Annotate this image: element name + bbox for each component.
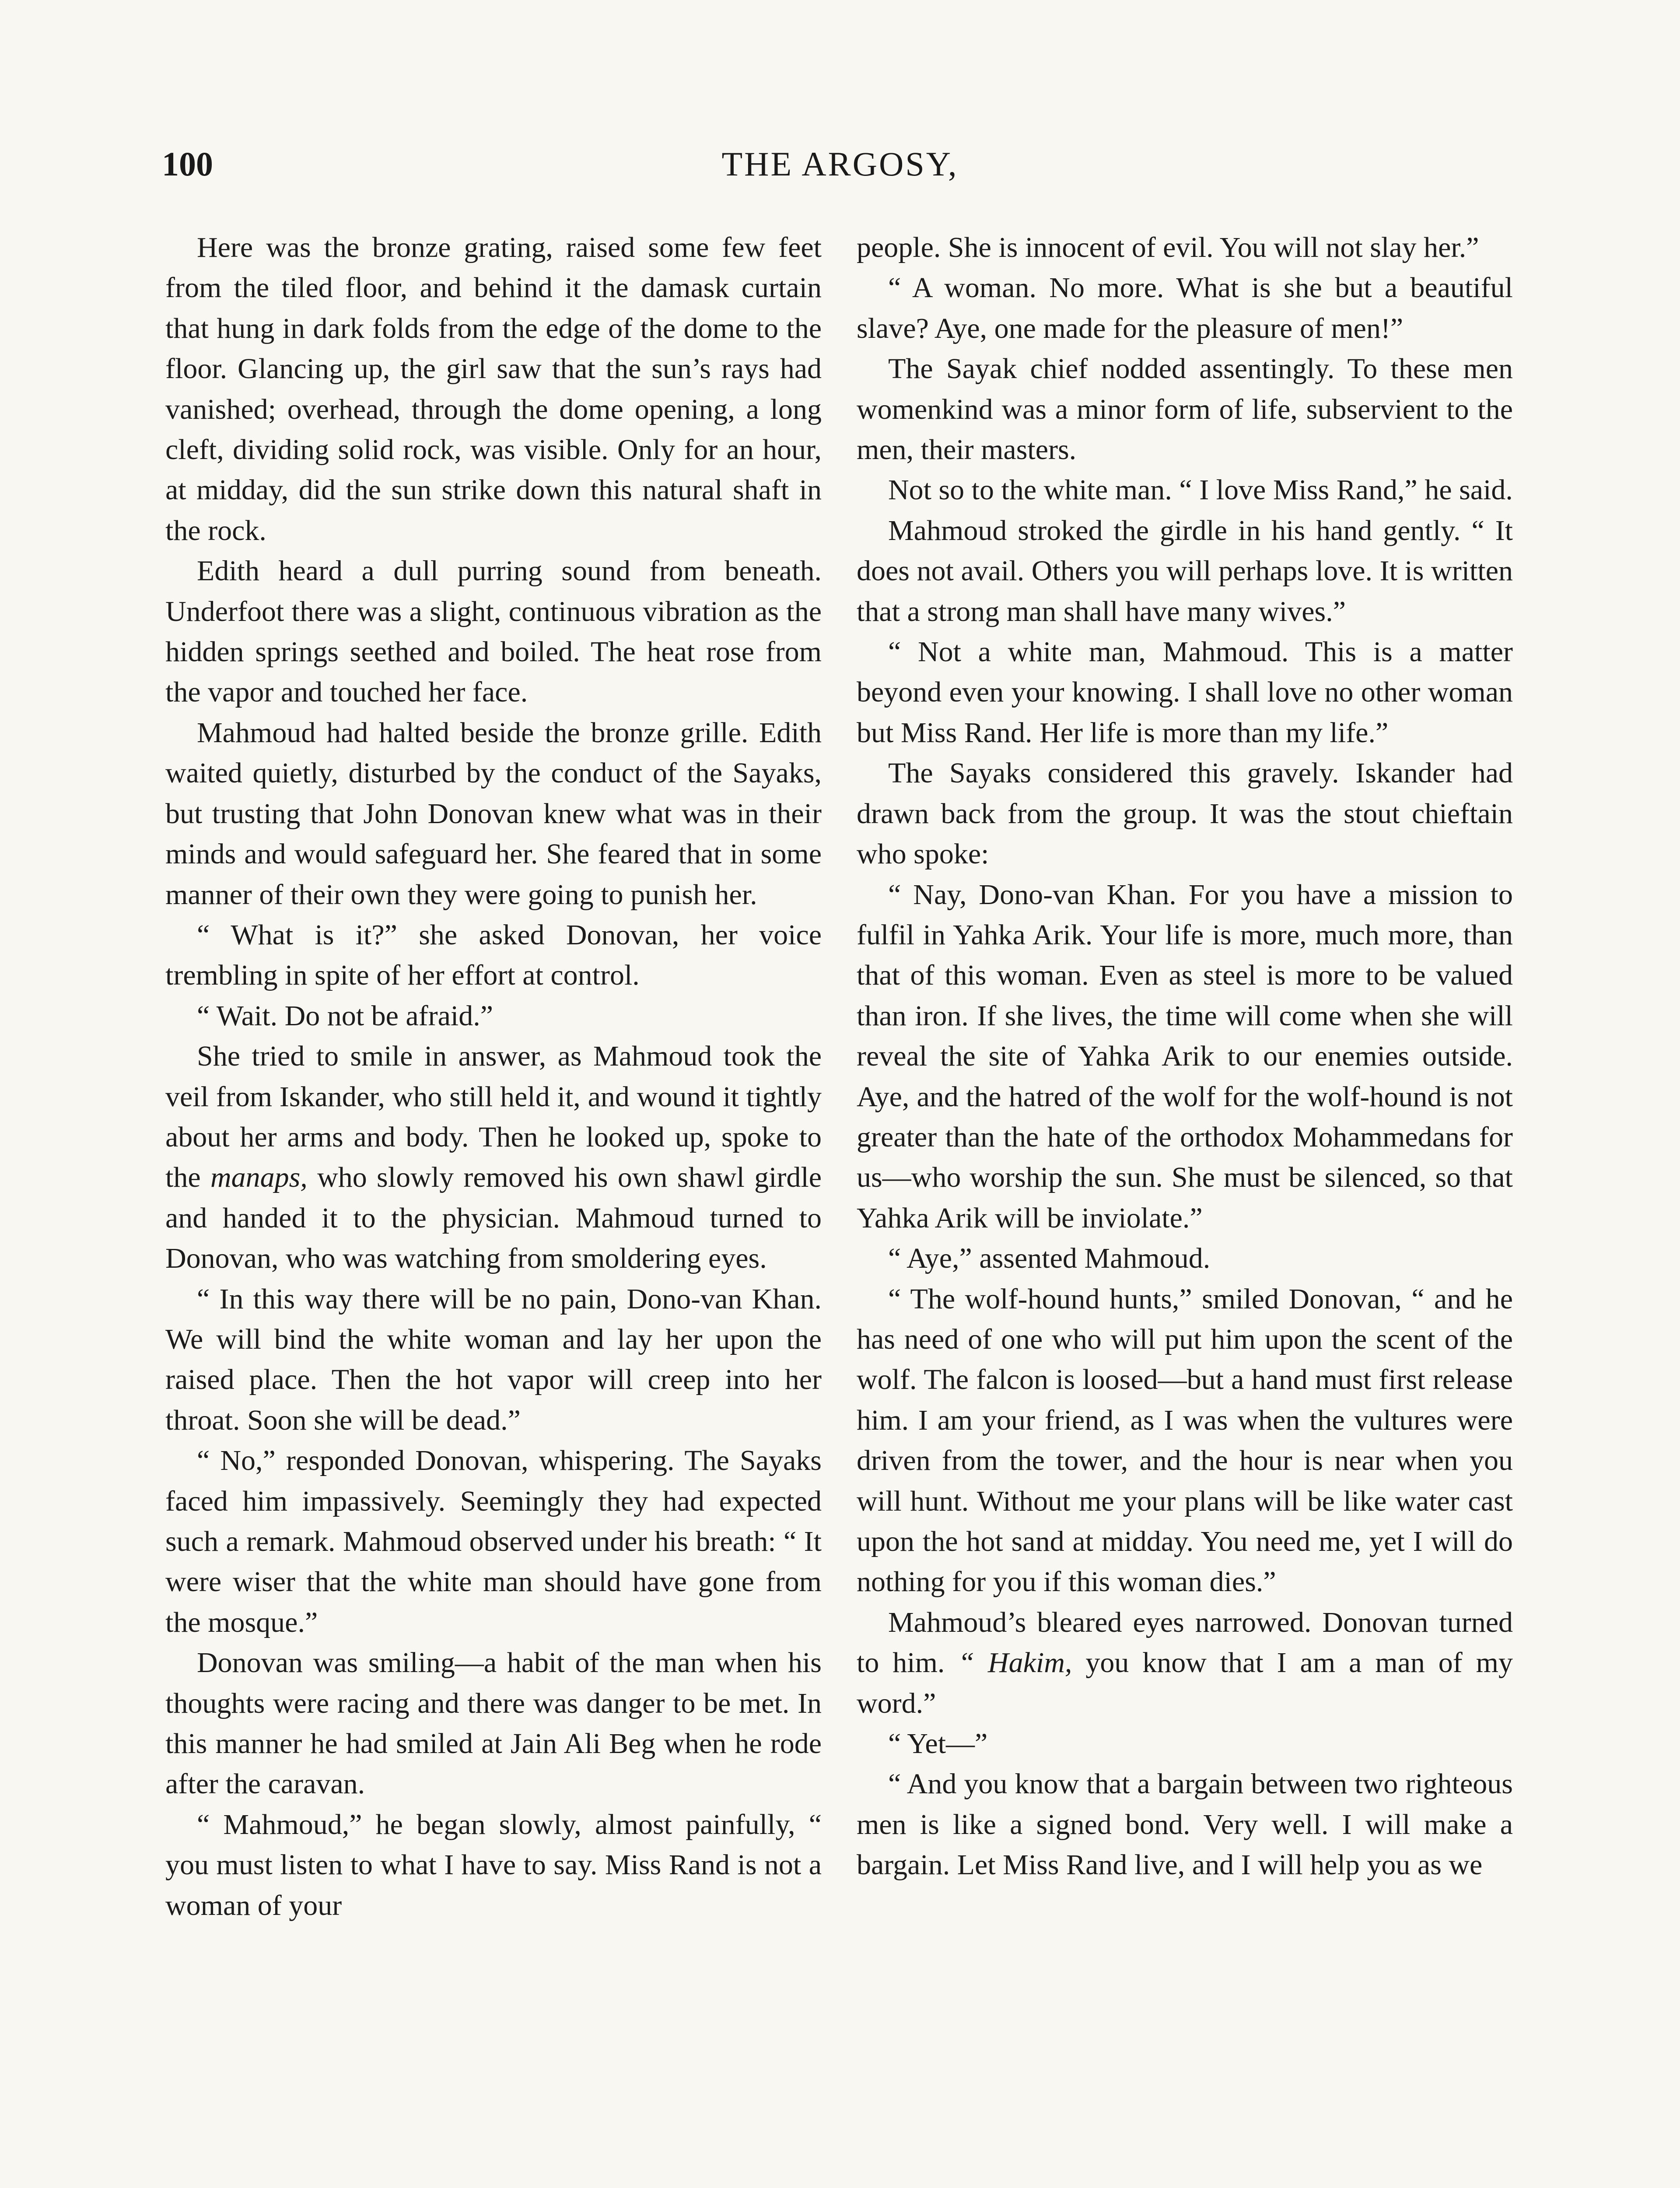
page-header <box>162 144 1518 193</box>
paragraph: “ What is it?” she asked Donovan, her voice trembling in spite of her effort at control. <box>165 919 822 992</box>
text-run: She tried to smile in answer, as Mahmoud took the veil from Iskander, who still held it, and wound it tightly about her arms and body. Then he looked up, spoke to the <box>165 1040 822 1194</box>
paragraph: Here was the bronze grating, raised some few feet from the tiled floor, and behind it the damask curtain that hung in dark folds from the edge of the dome to the floor. Glancing up, the girl saw that the sun’s rays had vanished; overhead, through the dome opening, a long cleft, dividing solid rock, was visible. Only for an hour, at midday, did the sun strike down this natural shaft in the rock. <box>165 231 822 547</box>
text-run: Mahmoud’s bleared eyes narrowed. Donovan turned to him. <box>857 1606 1513 1679</box>
page-number: 100 <box>162 145 213 183</box>
paragraph: “ Nay, Dono-van Khan. For you have a mission to fulfil in Yahka Arik. Your life is more, much more, than that of this woman. Even as steel is more to be valued than iron. If she lives, the time will come when she will reveal the site of Yahka Arik to our enemies outside. Aye, and the hatred of the wolf for the wolf-hound is not greater than the hate of the orthodox Mohammedans for us—who worship the sun. She must be silenced, so that Yahka Arik will be inviolate.” <box>857 878 1513 1234</box>
italic-term: “ Hakim, <box>958 1647 1072 1679</box>
paragraph: “ In this way there will be no pain, Dono-van Khan. We will bind the white woman and lay her upon the raised place. Then the hot vapor will creep into her throat. Soon she will be dead.” <box>165 1283 822 1436</box>
paragraph <box>165 1036 822 1279</box>
left-column <box>165 228 822 1926</box>
paragraph: The Sayak chief nodded assentingly. To these men womenkind was a minor form of life, subservient to the men, their masters. <box>857 353 1513 466</box>
paragraph: “ No,” responded Donovan, whispering. The Sayaks faced him impassively. Seemingly they had expected such a remark. Mahmoud observed under his breath: “ It were wiser that the white man should have gone from the mosque.” <box>165 1445 822 1638</box>
paragraph: “ And you know that a bargain between two righteous men is like a signed bond. Very well. I will make a bargain. Let Miss Rand live, and I will help you as we <box>857 1768 1513 1881</box>
text-run: you know that I am a man of my word.” <box>857 1647 1513 1719</box>
paragraph: people. She is innocent of evil. You will not slay her.” <box>857 231 1479 263</box>
paragraph: Mahmoud stroked the girdle in his hand gently. “ It does not avail. Others you will perhaps love. It is written that a strong man shall have many wives.” <box>857 514 1513 628</box>
paragraph: “ The wolf-hound hunts,” smiled Donovan, “ and he has need of one who will put him upon the scent of the wolf. The falcon is loosed—but a hand must first release him. I am your friend, as I was when the vultures were driven from the tower, and the hour is near when you will hunt. Without me your plans will be like water cast upon the hot sand at midday. You need me, yet I will do nothing for you if this woman dies.” <box>857 1283 1513 1598</box>
paragraph: “ Not a white man, Mahmoud. This is a matter beyond even your knowing. I shall love no other woman but Miss Rand. Her life is more than my life.” <box>857 636 1513 749</box>
text-run: who slowly removed his own shawl girdle and handed it to the physician. Mahmoud turned to Donovan, who was watching from smoldering eyes. <box>165 1161 822 1275</box>
paragraph: “ Yet—” <box>888 1728 988 1760</box>
right-column <box>857 228 1513 1886</box>
running-head: THE ARGOSY, <box>721 145 959 183</box>
paragraph <box>857 1602 1513 1724</box>
italic-term: manaps, <box>210 1161 308 1194</box>
paragraph: The Sayaks considered this gravely. Iskander had drawn back from the group. It was the stout chieftain who spoke: <box>857 757 1513 870</box>
paragraph: “ Aye,” assented Mahmoud. <box>888 1242 1211 1275</box>
paragraph: Not so to the white man. “ I love Miss Rand,” he said. <box>888 474 1513 506</box>
paragraph: “ A woman. No more. What is she but a beautiful slave? Aye, one made for the pleasure of men!” <box>857 272 1513 344</box>
paragraph: Mahmoud had halted beside the bronze grille. Edith waited quietly, disturbed by the conduct of the Sayaks, but trusting that John Donovan knew what was in their minds and would safeguard her. She feared that in some manner of their own they were going to punish her. <box>165 716 822 911</box>
paragraph: “ Wait. Do not be afraid.” <box>197 999 494 1032</box>
paragraph: “ Mahmoud,” he began slowly, almost painfully, “ you must listen to what I have to say. Miss Rand is not a woman of your <box>165 1808 822 1922</box>
paragraph: Donovan was smiling—a habit of the man when his thoughts were racing and there was danger to be met. In this manner he had smiled at Jain Ali Beg when he rode after the caravan. <box>165 1647 822 1800</box>
paragraph: Edith heard a dull purring sound from beneath. Underfoot there was a slight, continuous vibration as the hidden springs seethed and boiled. The heat rose from the vapor and touched her face. <box>165 555 822 708</box>
